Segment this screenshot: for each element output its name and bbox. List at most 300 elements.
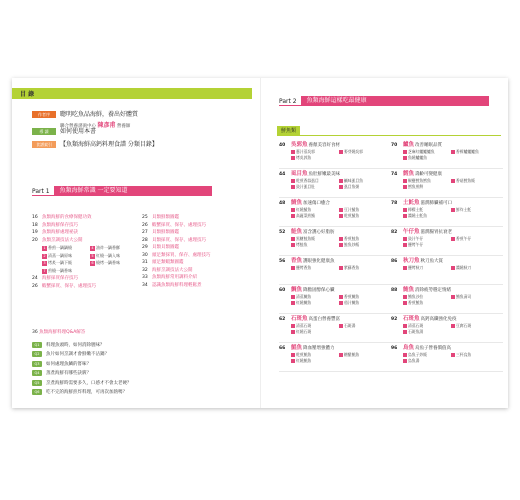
question-text: 蒸煮海鮮有哪些訣竅？ [46, 371, 91, 377]
bullet-icon [451, 295, 455, 299]
subitem[interactable]: 2 清蒸一鍋原味 [43, 252, 72, 258]
fish-desc: 改善睡眠品質 [415, 143, 443, 148]
bullet-icon [291, 330, 295, 334]
toc-text: 頭足類採買、保存、處理技巧 [152, 252, 211, 258]
recipe-item[interactable]: 清蒸石斑 [291, 323, 339, 329]
page-number: 36 [32, 330, 38, 335]
recipe-item[interactable]: 烏魚湯 [403, 358, 451, 364]
fish-name: 鯖魚 [291, 200, 303, 206]
toc-item[interactable] [32, 283, 142, 291]
recipe-item[interactable]: 乾煎鯧魚 [291, 352, 339, 358]
page-number: 86 [391, 259, 398, 264]
fish-desc: 滋潤腸胃抗衰老 [420, 230, 453, 235]
recipe-item[interactable]: 醬燒土魠魚 [403, 213, 451, 219]
bullet-icon [403, 208, 407, 212]
bullet-icon [291, 185, 295, 189]
fish-entry[interactable] [391, 314, 503, 343]
bullet-icon [291, 301, 295, 305]
recipe-item[interactable]: 鹹味虱目魚 [339, 178, 387, 184]
subitem[interactable]: 3 烤炙一鍋下飯 [43, 260, 72, 265]
part-title: 魚類海鮮常識 一定要知道 [54, 186, 212, 196]
toc-item[interactable] [142, 214, 252, 222]
intro-author [60, 120, 252, 128]
intro-tag: 作者序 [32, 111, 56, 118]
fish-desc: 壽齡可變健康 [415, 172, 443, 177]
left-page [12, 78, 260, 408]
recipe-list [291, 178, 391, 190]
author-title: 營養師 [116, 124, 131, 129]
bullet-icon [403, 353, 407, 357]
fish-entry[interactable] [279, 343, 391, 372]
toc-text: 蝦蟹採買、保存、處理技巧 [152, 222, 206, 228]
recipe-item[interactable]: 清蒸鯛魚 [291, 294, 339, 300]
recipe-item[interactable]: 烤吳郭魚 [291, 155, 339, 161]
page-number: 40 [279, 143, 286, 148]
toc-text: 海鮮烹調技法大公開 [152, 267, 193, 273]
bullet-icon [403, 266, 407, 270]
intro-row-index[interactable] [32, 141, 252, 151]
fish-entry-header [391, 316, 503, 323]
recipe-list [403, 294, 503, 306]
bullet-icon [291, 214, 295, 218]
recipe-list [403, 352, 503, 364]
recipe-item[interactable]: 豉汁虱目肚 [291, 184, 339, 190]
toc-text: 魚類海鮮處理祕訣 [42, 230, 78, 235]
recipe-list [291, 323, 391, 335]
fish-desc: 高鈣高纖強化免疫 [420, 317, 457, 322]
bullet-icon [339, 150, 343, 154]
recipe-item[interactable]: 烤鮭魚 [291, 242, 339, 248]
toc-title: 目 錄 [20, 91, 35, 98]
recipe-item[interactable]: 鱈魚煎餅 [403, 184, 451, 190]
bullet-icon [339, 266, 343, 270]
subitem[interactable]: 4 油炸一鍋香酥 [91, 245, 120, 250]
qa-item[interactable] [32, 350, 232, 360]
category-badge: 鮮魚類 [277, 126, 300, 135]
toc-item[interactable] [32, 237, 142, 245]
right-page [260, 78, 508, 408]
question-badge: Q3 [32, 361, 42, 367]
bullet-icon [403, 324, 407, 328]
question-badge: Q6 [32, 389, 42, 395]
fish-desc: 高蛋白營養豐富 [308, 317, 341, 322]
recipe-item[interactable]: 鹽烤香魚 [291, 265, 339, 271]
fish-entry[interactable] [279, 198, 391, 227]
bullet-icon [339, 237, 343, 241]
recipe-item[interactable]: 檸檬土魠 [403, 207, 451, 213]
bullet-icon [451, 353, 455, 357]
fish-entry[interactable] [279, 140, 391, 169]
qa-title: 魚類海鮮料理Q&A解答 [39, 330, 86, 335]
recipe-item[interactable]: 鮪魚壽司 [451, 294, 499, 300]
recipe-item[interactable]: 石斑湯 [339, 323, 387, 329]
recipe-item[interactable]: 乾煎鯖魚 [339, 213, 387, 219]
page-number: 78 [391, 201, 398, 206]
intro-section [32, 111, 252, 154]
bullet-icon [291, 295, 295, 299]
intro-tag: 導 讀 [32, 128, 56, 135]
fish-name: 鯛魚 [291, 287, 303, 293]
technique-subitems [42, 244, 142, 274]
page-number: 29 [142, 245, 148, 250]
book-spread [12, 78, 508, 408]
recipe-item[interactable]: 高麗菜煎鯖 [291, 213, 339, 219]
page-number: 34 [142, 282, 148, 288]
bullet-icon [339, 324, 343, 328]
recipe-list [403, 207, 503, 219]
toc-text: 蝦蟹採買、保存、處理技巧 [42, 283, 96, 289]
toc-item[interactable] [142, 259, 252, 267]
recipe-item[interactable]: 香煎午仔 [451, 236, 499, 242]
bullet-icon [339, 214, 343, 218]
recipe-item[interactable]: 醬燒秋刀 [451, 265, 499, 271]
fish-entry[interactable] [391, 198, 503, 227]
fish-entry-header [391, 287, 503, 294]
bullet-icon [339, 179, 343, 183]
fish-recipe-grid [279, 140, 503, 372]
intro-row-guide[interactable] [32, 128, 252, 138]
fish-name: 烏魚 [403, 345, 415, 351]
question-text: 吃不完的海鮮煎炸料理，可再次加熱嗎？ [46, 390, 127, 396]
bullet-icon [451, 208, 455, 212]
recipe-list [403, 265, 503, 271]
recipe-item[interactable]: 魚燒鱸鱸魚 [403, 155, 451, 161]
toc-text: 貝類採買、保存、處理技巧 [152, 237, 206, 243]
page-number: 48 [279, 201, 286, 206]
toc-text: 魚類海鮮常用調料介紹 [152, 275, 197, 280]
fish-name: 吳郭魚 [291, 142, 308, 148]
page-number: 18 [32, 222, 38, 228]
toc-item[interactable] [32, 222, 142, 230]
fish-entry-header [391, 200, 503, 207]
page-number: 96 [391, 346, 398, 351]
fish-entry-header [279, 200, 391, 207]
recipe-item[interactable]: 鮭魚炒飯 [339, 242, 387, 248]
fish-desc: 烏魚子營養價值高 [415, 346, 452, 351]
recipe-item[interactable]: 紅燒石斑 [291, 329, 339, 335]
fish-entry-header [391, 171, 503, 178]
recipe-item[interactable]: 鹽烤午仔 [403, 242, 451, 248]
bullet-icon [403, 179, 407, 183]
fish-desc: 護眼強化健康魚 [303, 259, 335, 264]
toc-item[interactable] [142, 267, 252, 275]
toc-item[interactable] [142, 237, 252, 245]
toc-text: 貝類貝類圖鑑 [152, 245, 179, 250]
recipe-item[interactable]: 香煎鮪魚 [403, 300, 451, 306]
page-number: 30 [142, 252, 148, 258]
recipe-item[interactable]: 紅燒鯖魚 [291, 207, 339, 213]
fish-entry-header [279, 287, 391, 294]
qa-item[interactable] [32, 359, 232, 369]
recipe-item[interactable]: 麥芽燒吳郭 [339, 149, 387, 155]
recipe-item[interactable]: 清蒸石斑 [403, 323, 451, 329]
fish-entry-header [391, 258, 503, 265]
bullet-icon [451, 266, 455, 270]
fish-name: 鱈魚 [403, 171, 415, 177]
recipe-list [403, 178, 503, 190]
question-badge: Q4 [32, 370, 42, 376]
toc-item[interactable] [142, 244, 252, 252]
part-number: Part 2 [279, 97, 297, 105]
page-number: 92 [391, 317, 398, 322]
recipe-item[interactable]: 茄汁鯛魚 [339, 300, 387, 306]
question-text: 如何處理魚鱗的嘗味？ [46, 361, 91, 367]
bullet-icon [451, 179, 455, 183]
fish-entry[interactable] [391, 169, 503, 198]
page-number: 82 [391, 230, 398, 235]
part1-header [32, 186, 212, 196]
recipe-item[interactable]: 紫蘇香魚 [339, 265, 387, 271]
recipe-list [291, 207, 391, 219]
page-number: 70 [391, 143, 398, 148]
bullet-icon [291, 150, 295, 154]
subitem[interactable]: 5 紅燒一鍋入味 [91, 252, 120, 258]
fish-name: 秋刀魚 [403, 258, 420, 264]
fish-entry[interactable] [391, 227, 503, 256]
fish-desc: 降膽固醇保心臟 [303, 288, 335, 293]
bullet-icon [403, 359, 407, 363]
page-number: 25 [142, 215, 148, 220]
bullet-icon [291, 243, 295, 247]
bullet-icon [403, 150, 407, 154]
recipe-item[interactable]: 香煎鮭魚 [339, 236, 387, 242]
page-number: 60 [279, 288, 286, 293]
bullet-icon [403, 156, 407, 160]
bullet-icon [291, 359, 295, 363]
fish-desc: 秋刀魚大賞 [420, 259, 444, 264]
category-divider [277, 135, 501, 136]
fish-entry[interactable] [279, 314, 391, 343]
recipe-item[interactable]: 紅燒鯧魚 [291, 358, 339, 364]
toc-item[interactable] [142, 229, 252, 237]
fish-desc: 養顏美容好食材 [308, 143, 341, 148]
page-number: 74 [391, 172, 398, 177]
fish-entry[interactable] [391, 140, 503, 169]
bullet-icon [403, 237, 407, 241]
recipe-item[interactable]: 椒鹽鱈魚鱈魚 [403, 178, 451, 184]
bullet-icon [403, 214, 407, 218]
intro-tag: 食譜索引 [32, 141, 56, 148]
fish-entry-header [391, 142, 503, 149]
bullet-icon [339, 295, 343, 299]
recipe-item[interactable]: 豉汁午仔 [403, 236, 451, 242]
page-number: 16 [32, 215, 38, 220]
part-number: Part 1 [32, 187, 50, 195]
bullet-icon [403, 301, 407, 305]
subitem[interactable]: 6 燒烤一鍋香味 [91, 260, 120, 265]
page-number: 56 [279, 259, 286, 264]
fish-entry[interactable] [279, 227, 391, 256]
recipe-list [291, 236, 391, 248]
fish-entry-header [279, 316, 391, 323]
fish-name: 石斑魚 [291, 316, 308, 322]
bullet-icon [451, 237, 455, 241]
fish-name: 香魚 [291, 258, 303, 264]
page-number: 26 [142, 222, 148, 228]
bullet-icon [291, 156, 295, 160]
toc-item[interactable] [32, 229, 142, 237]
qa-item[interactable] [32, 378, 232, 388]
recipe-item[interactable]: 糖醋鯧魚 [339, 352, 387, 358]
question-text: 料理魚頭時，如何消除腥味？ [46, 342, 105, 348]
fish-desc: 消除疲勞穩定情緒 [415, 288, 452, 293]
page-number: 20 [32, 237, 38, 243]
toc-item[interactable] [32, 275, 142, 283]
page-number: 19 [32, 230, 38, 235]
recipe-list [403, 236, 503, 248]
page-number: 24 [32, 276, 38, 281]
qa-header[interactable] [32, 329, 85, 335]
qa-item[interactable] [32, 388, 232, 398]
fish-entry[interactable] [391, 343, 503, 372]
fish-name: 鮪魚 [403, 287, 415, 293]
bullet-icon [403, 295, 407, 299]
recipe-item[interactable]: 豆汁鯖魚 [339, 207, 387, 213]
question-badge: Q5 [32, 380, 42, 386]
recipe-item[interactable]: 豆腐石斑 [451, 323, 499, 329]
bullet-icon [403, 185, 407, 189]
toc-item[interactable] [142, 252, 252, 260]
recipe-item[interactable]: 鮮炸土魠 [451, 207, 499, 213]
fish-entry-header [279, 229, 391, 236]
bullet-icon [291, 353, 295, 357]
recipe-item[interactable]: 鹽烤秋刀 [403, 265, 451, 271]
fish-entry-header [391, 229, 503, 236]
intro-text: 如何使用本書 [60, 128, 97, 135]
fish-name: 午仔魚 [403, 229, 420, 235]
page-number: 28 [142, 237, 148, 243]
subitem[interactable]: 1 香煎一鍋鍋燒 [43, 245, 72, 250]
fish-entry-header [279, 258, 391, 265]
recipe-item[interactable]: 鮪魚沙拉 [403, 294, 451, 300]
recipe-list [291, 149, 391, 161]
toc-item[interactable] [142, 222, 252, 230]
qa-item[interactable] [32, 369, 232, 379]
fish-entry[interactable] [391, 285, 503, 314]
question-text: 烹煮海鮮時需要多久，口感才不會太老硬？ [46, 380, 132, 386]
author-org: 聯合營養諮詢中心 [60, 124, 96, 129]
bullet-icon [451, 150, 455, 154]
toc-column-right [142, 214, 252, 290]
question-badge: Q2 [32, 351, 42, 357]
bullet-icon [339, 353, 343, 357]
recipe-item[interactable]: 香檸鱸鱸鱸魚 [451, 149, 499, 155]
recipe-item[interactable]: 虱目魚粥 [339, 184, 387, 190]
fish-name: 石斑魚 [403, 316, 420, 322]
fish-entry[interactable] [279, 285, 391, 314]
qa-list [32, 340, 232, 397]
recipe-list [291, 294, 391, 306]
toc-title-bar [12, 88, 252, 99]
qa-item[interactable] [32, 340, 232, 350]
bullet-icon [291, 179, 295, 183]
fish-entry[interactable] [391, 256, 503, 285]
page-number: 66 [279, 346, 286, 351]
toc-text: 魚類海鮮的食療保健功效 [42, 215, 92, 220]
toc-text: 貝類鮮類圖鑑 [152, 215, 179, 220]
bullet-icon [291, 208, 295, 212]
toc-text: 海鮮採買保存技巧 [42, 276, 78, 281]
recipe-item[interactable]: 蔥汁蒸吳郭 [291, 149, 339, 155]
page-number: 52 [279, 230, 286, 235]
page-number: 27 [142, 230, 148, 235]
toc-item[interactable] [32, 214, 142, 222]
recipe-item[interactable]: 芝麻紅鱸鱸鱸魚 [403, 149, 451, 155]
recipe-item[interactable]: 烏魚子炒飯 [403, 352, 451, 358]
bullet-icon [291, 324, 295, 328]
bullet-icon [339, 243, 343, 247]
page-number: 62 [279, 317, 286, 322]
recipe-list [291, 352, 391, 364]
recipe-item[interactable]: 香菇鱈魚飯 [451, 178, 499, 184]
fish-desc: 魚肚鮮嫩最美味 [308, 172, 341, 177]
toc-text: 頭足類蝦類圖鑑 [152, 260, 184, 265]
author-name: 陳彥甫 [97, 122, 116, 129]
fish-name: 鮭魚 [291, 229, 303, 235]
page-number: 26 [32, 283, 38, 289]
bullet-icon [291, 237, 295, 241]
toc-text: 魚類海鮮保存技巧 [42, 222, 78, 228]
toc-item[interactable] [142, 274, 252, 282]
part1-toc [32, 214, 252, 290]
bullet-icon [339, 301, 343, 305]
bullet-icon [403, 243, 407, 247]
recipe-item[interactable]: 乾煎香蒜虱目 [291, 178, 339, 184]
fish-desc: 滋潤肺臟補可口 [420, 201, 453, 206]
page-number: 31 [142, 260, 148, 265]
fish-name: 鱸魚 [403, 142, 415, 148]
recipe-list [403, 149, 503, 161]
toc-text: 認識魚類海鮮料理輕鬆煮 [152, 282, 202, 288]
recipe-item[interactable]: 三杯烏魚 [451, 352, 499, 358]
bullet-icon [339, 185, 343, 189]
fish-entry[interactable] [279, 169, 391, 198]
recipe-list [403, 323, 503, 335]
bullet-icon [451, 324, 455, 328]
question-badge: Q1 [32, 342, 42, 348]
intro-text: 【魚類海鮮高鈣料理食譜 分類目錄】 [60, 141, 158, 148]
part-title: 魚類海鮮這樣吃最健康 [301, 96, 489, 106]
page-number: 44 [279, 172, 286, 177]
fish-desc: 加速傷口癒合 [303, 201, 331, 206]
subitem[interactable]: 7 煎燒一鍋香味 [43, 267, 72, 273]
page-number: 32 [142, 267, 148, 273]
toc-text: 魚類烹調技法大公開 [42, 237, 83, 243]
fish-desc: 降血壓增強體力 [303, 346, 335, 351]
toc-column-left [32, 214, 142, 290]
recipe-item[interactable]: 香煎鯛魚 [339, 294, 387, 300]
recipe-item[interactable]: 紅燒鯛魚 [291, 300, 339, 306]
fish-name: 虱目魚 [291, 171, 308, 177]
toc-item[interactable] [142, 282, 252, 290]
fish-desc: 富含護心好脂肪 [303, 230, 335, 235]
recipe-item[interactable]: 石斑魚湯 [403, 329, 451, 335]
recipe-item[interactable]: 黑糖鮭魚飯 [291, 236, 339, 242]
bullet-icon [339, 208, 343, 212]
recipe-list [291, 265, 391, 271]
fish-name: 土魠魚 [403, 200, 420, 206]
fish-entry-header [391, 345, 503, 352]
bullet-icon [291, 266, 295, 270]
fish-name: 鯧魚 [291, 345, 303, 351]
fish-entry-header [279, 171, 391, 178]
bullet-icon [403, 330, 407, 334]
intro-text: 聰明吃魚品海鮮，養出好體質 [60, 111, 139, 118]
fish-entry-header [279, 142, 391, 149]
page-number: 88 [391, 288, 398, 293]
fish-entry[interactable] [279, 256, 391, 285]
page-number: 33 [142, 275, 148, 280]
